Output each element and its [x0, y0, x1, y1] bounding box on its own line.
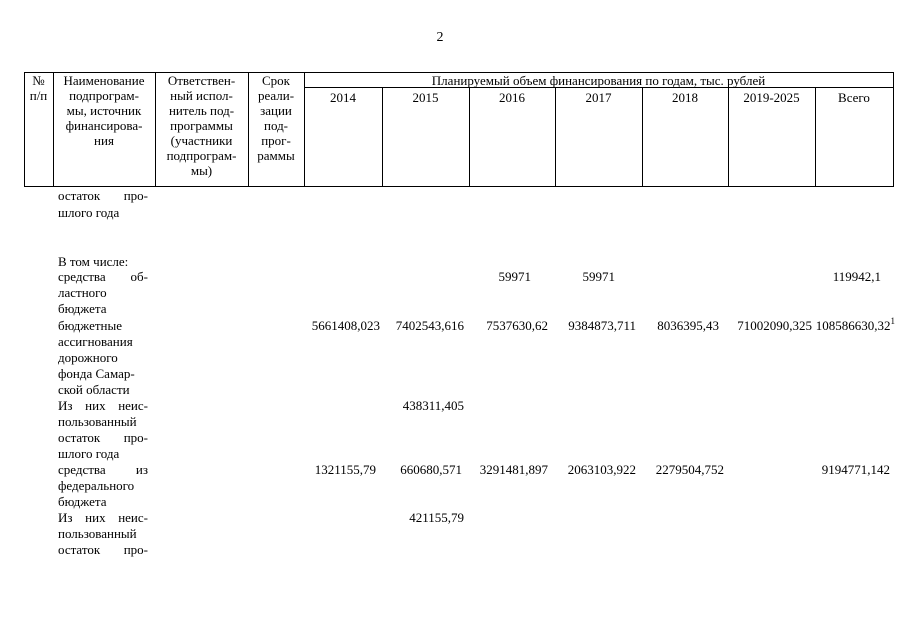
- cell-value-2015: 660680,571: [400, 462, 462, 477]
- cell-value-2015: 438311,405: [402, 398, 464, 413]
- cell-value-total-number: 108586630,32: [815, 318, 891, 333]
- row-label-line: ластного: [58, 285, 107, 300]
- header-year: 2014: [330, 90, 356, 105]
- cell-value-total: [810, 317, 895, 334]
- cell-value-2018: 8036395,43: [657, 318, 719, 333]
- cell-value-2017: 9384873,711: [568, 318, 636, 333]
- row-label-word: остаток: [58, 542, 101, 557]
- header-planned-funding: Планируемый объем финансирования по годам, тыс. рублей: [431, 73, 766, 88]
- row-label-line: [58, 397, 148, 414]
- row-label-line: [58, 268, 148, 285]
- row-label-word: остаток: [58, 188, 101, 203]
- row-label-line: пользованный: [58, 414, 137, 429]
- row-label-line: [58, 461, 148, 478]
- page-number: 2: [436, 30, 444, 45]
- row-label-line: бюджета: [58, 301, 107, 316]
- row-label-line: дорожного: [58, 350, 118, 365]
- cell-value-2016: 7537630,62: [486, 318, 548, 333]
- row-label-line: бюджетные: [58, 318, 123, 333]
- cell-value-total: 9194771,142: [821, 462, 890, 477]
- cell-value-2014: 1321155,79: [314, 462, 376, 477]
- cell-value-2015: 7402543,616: [395, 318, 464, 333]
- row-label-line: шлого года: [58, 205, 120, 220]
- header-year: 2017: [585, 90, 612, 105]
- row-label-word: Из: [58, 398, 73, 413]
- row-label-line: ассигнования: [58, 334, 133, 349]
- row-label-word: про-: [123, 542, 148, 557]
- cell-value-2016: 59971: [498, 269, 531, 284]
- row-label-line: фонда Самар-: [58, 366, 135, 381]
- row-label-word: средства: [58, 462, 106, 477]
- row-label-word: из: [135, 462, 148, 477]
- row-label-line: [58, 541, 148, 558]
- header-year: 2019-2025: [743, 90, 800, 105]
- row-label-word: неис-: [118, 510, 148, 525]
- header-total: Всего: [838, 90, 870, 105]
- row-label-word: об-: [130, 269, 148, 284]
- header-responsible: Ответствен- ный испол- нитель под- программы (участники подпрограм- мы): [166, 73, 237, 178]
- row-label-word: про-: [123, 188, 148, 203]
- header-num: № п/п: [29, 73, 48, 103]
- cell-value-2019-2025: 71002090,325: [737, 318, 812, 333]
- row-label-word: них: [85, 510, 106, 525]
- row-label-line: В том числе:: [58, 254, 129, 269]
- cell-value-total: 119942,1: [832, 269, 881, 284]
- row-label-line: [58, 187, 148, 204]
- row-label-word: средства: [58, 269, 106, 284]
- row-label-word: неис-: [118, 398, 148, 413]
- header-term: Срок реали- зации под- прог- раммы: [257, 73, 295, 163]
- row-label-line: [58, 509, 148, 526]
- cell-value-2018: 2279504,752: [655, 462, 724, 477]
- row-label-word: Из: [58, 510, 73, 525]
- row-label-line: федерального: [58, 478, 135, 493]
- row-label-line: пользованный: [58, 526, 137, 541]
- row-label-line: ской области: [58, 382, 130, 397]
- header-name: Наименование подпрограм- мы, источник финансирова- ния: [63, 73, 145, 148]
- header-year: 2015: [412, 90, 439, 105]
- row-label-word: остаток: [58, 430, 101, 445]
- header-year: 2018: [672, 90, 698, 105]
- row-label-line: бюджета: [58, 494, 107, 509]
- footnote-mark: 1: [890, 316, 895, 326]
- col-divider: [893, 72, 894, 187]
- cell-value-2015: 421155,79: [409, 510, 464, 525]
- cell-value-2017: 59971: [582, 269, 615, 284]
- row-label-word: них: [85, 398, 106, 413]
- row-label-line: [58, 429, 148, 446]
- header-year: 2016: [499, 90, 525, 105]
- row-label-line: шлого года: [58, 446, 120, 461]
- cell-value-2014: 5661408,023: [311, 318, 380, 333]
- cell-value-2017: 2063103,922: [567, 462, 636, 477]
- row-label-word: про-: [123, 430, 148, 445]
- cell-value-2016: 3291481,897: [479, 462, 548, 477]
